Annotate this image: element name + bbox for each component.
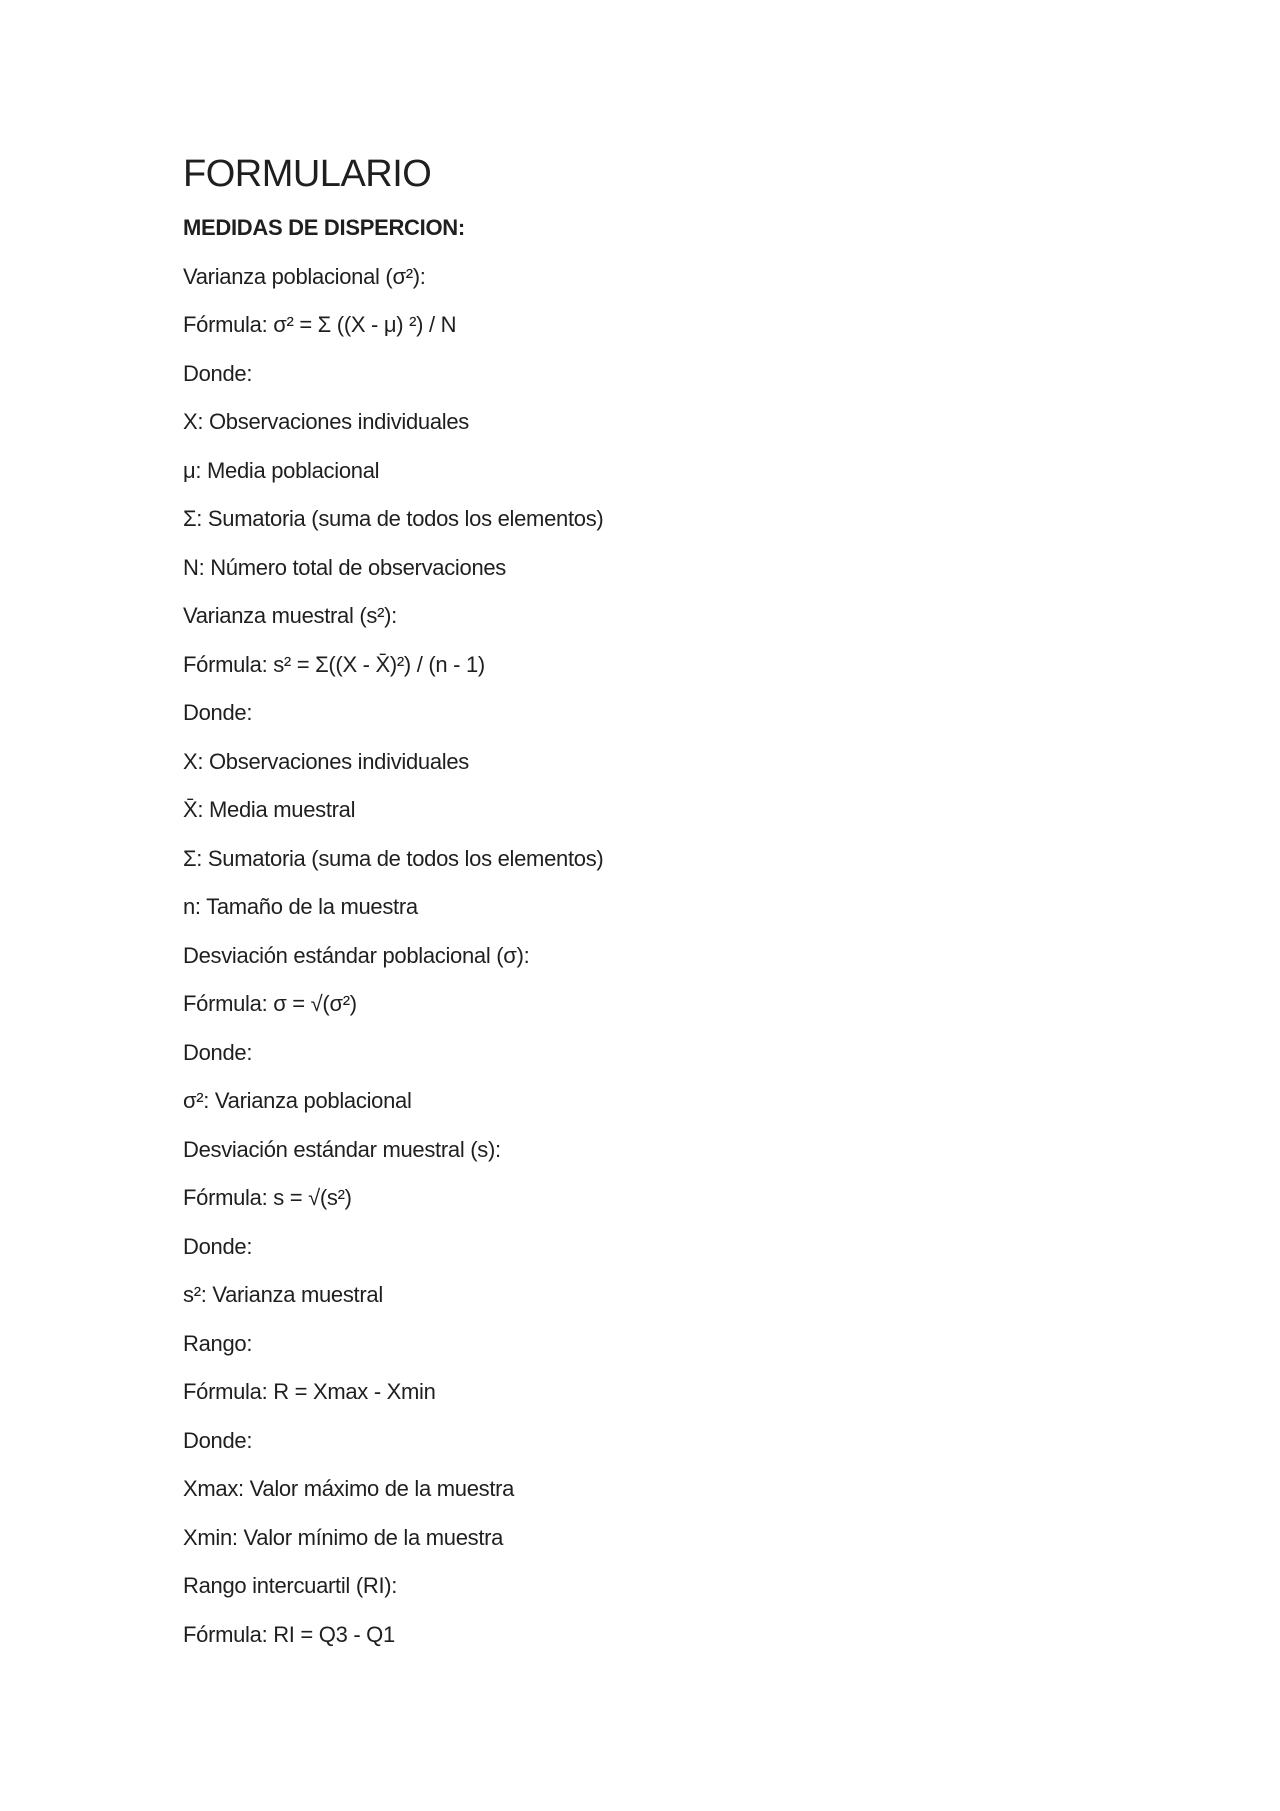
formula-line: Fórmula: s = √(s²) [183,1185,352,1210]
definition-line: s²: Varianza muestral [183,1282,383,1307]
donde-label: Donde: [183,1039,253,1065]
definition-line: Xmax: Valor máximo de la muestra [183,1476,515,1501]
donde-label: Donde: [183,1233,253,1259]
donde-label: Donde: [183,700,253,725]
term-heading-varianza-muestral: Varianza muestral (s²): [183,603,397,628]
definition-line: μ: Media poblacional [183,457,380,483]
definition-line: n: Tamaño de la muestra [183,894,418,919]
definition-line: X̄: Media muestral [183,797,356,822]
document-title: FORMULARIO [183,153,432,195]
term-heading-rango: Rango: [183,1330,253,1356]
definition-line: Σ: Sumatoria (suma de todos los elementos) [183,845,604,871]
formula-line: Fórmula: σ² = Σ ((X - μ) ²) / N [183,312,457,337]
formula-line: Fórmula: R = Xmax - Xmin [183,1379,436,1404]
donde-label: Donde: [183,360,253,386]
donde-label: Donde: [183,1427,253,1453]
definition-line: N: Número total de observaciones [183,554,507,580]
definition-line: Σ: Sumatoria (suma de todos los elementos) [183,506,604,531]
definition-line: Xmin: Valor mínimo de la muestra [183,1524,504,1550]
term-heading-rango-intercuartil: Rango intercuartil (RI): [183,1573,398,1598]
definition-line: σ²: Varianza poblacional [183,1088,412,1113]
term-heading-desviacion-muestral: Desviación estándar muestral (s): [183,1136,501,1162]
formula-line: Fórmula: σ = √(σ²) [183,991,357,1016]
definition-line: X: Observaciones individuales [183,409,470,434]
section-heading: MEDIDAS DE DISPERCION: [183,215,465,240]
term-heading-varianza-poblacional: Varianza poblacional (σ²): [183,263,426,289]
definition-line: X: Observaciones individuales [183,748,470,774]
formula-line: Fórmula: s² = Σ((X - X̄)²) / (n - 1) [183,651,485,677]
term-heading-desviacion-poblacional: Desviación estándar poblacional (σ): [183,942,530,968]
formula-line: Fórmula: RI = Q3 - Q1 [183,1621,395,1647]
